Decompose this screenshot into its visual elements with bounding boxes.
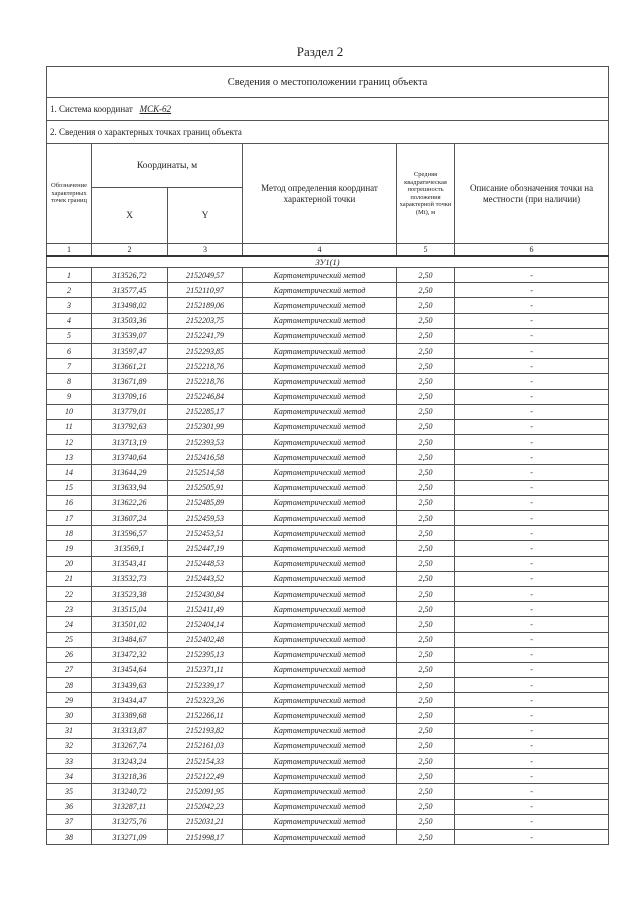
y-coordinate-cell: 2152448,53 [168, 556, 243, 571]
accuracy-cell: 2,50 [397, 693, 455, 708]
y-coordinate-cell: 2152339,17 [168, 678, 243, 693]
point-number-cell: 7 [47, 359, 92, 374]
column-number: 3 [168, 244, 243, 257]
method-cell: Картометрический метод [243, 268, 397, 283]
method-cell: Картометрический метод [243, 829, 397, 844]
table-row [47, 632, 609, 647]
description-cell: - [455, 313, 609, 328]
description-cell: - [455, 298, 609, 313]
method-cell: Картометрический метод [243, 495, 397, 510]
method-cell: Картометрический метод [243, 313, 397, 328]
description-cell: - [455, 389, 609, 404]
description-cell: - [455, 541, 609, 556]
method-cell: Картометрический метод [243, 738, 397, 753]
description-cell: - [455, 268, 609, 283]
description-cell: - [455, 571, 609, 586]
description-cell: - [455, 374, 609, 389]
point-number-cell: 32 [47, 738, 92, 753]
method-cell: Картометрический метод [243, 586, 397, 601]
x-coordinate-cell: 313569,1 [92, 541, 168, 556]
x-coordinate-cell: 313740,64 [92, 450, 168, 465]
header-accuracy: Средняя квадратическая погрешность положения характерной точки (Mt), м [397, 144, 455, 244]
point-number-cell: 23 [47, 602, 92, 617]
x-coordinate-cell: 313543,41 [92, 556, 168, 571]
table-row [47, 617, 609, 632]
header-y: Y [168, 188, 243, 244]
coord-system-row [47, 98, 609, 121]
x-coordinate-cell: 313271,09 [92, 829, 168, 844]
y-coordinate-cell: 2152031,21 [168, 814, 243, 829]
accuracy-cell: 2,50 [397, 404, 455, 419]
accuracy-cell: 2,50 [397, 526, 455, 541]
y-coordinate-cell: 2152189,06 [168, 298, 243, 313]
method-cell: Картометрический метод [243, 556, 397, 571]
header-point-id: Обозначение характерных точек границ [47, 144, 92, 244]
point-number-cell: 27 [47, 662, 92, 677]
method-cell: Картометрический метод [243, 799, 397, 814]
accuracy-cell: 2,50 [397, 571, 455, 586]
point-number-cell: 19 [47, 541, 92, 556]
method-cell: Картометрический метод [243, 647, 397, 662]
column-number: 1 [47, 244, 92, 257]
x-coordinate-cell: 313622,26 [92, 495, 168, 510]
accuracy-cell: 2,50 [397, 313, 455, 328]
table-row [47, 829, 609, 844]
y-coordinate-cell: 2152402,48 [168, 632, 243, 647]
y-coordinate-cell: 2152246,84 [168, 389, 243, 404]
x-coordinate-cell: 313484,67 [92, 632, 168, 647]
y-coordinate-cell: 2152395,13 [168, 647, 243, 662]
method-cell: Картометрический метод [243, 571, 397, 586]
description-cell: - [455, 799, 609, 814]
x-coordinate-cell: 313523,38 [92, 586, 168, 601]
description-cell: - [455, 784, 609, 799]
description-cell: - [455, 556, 609, 571]
point-number-cell: 25 [47, 632, 92, 647]
method-cell: Картометрический метод [243, 419, 397, 434]
table-row [47, 359, 609, 374]
method-cell: Картометрический метод [243, 283, 397, 298]
boundary-table-sheet [46, 66, 608, 845]
y-coordinate-cell: 2152430,84 [168, 586, 243, 601]
y-coordinate-cell: 2152203,75 [168, 313, 243, 328]
description-cell: - [455, 586, 609, 601]
header-method: Метод определения координат характерной точки [243, 144, 397, 244]
accuracy-cell: 2,50 [397, 541, 455, 556]
accuracy-cell: 2,50 [397, 723, 455, 738]
y-coordinate-cell: 2152042,23 [168, 799, 243, 814]
point-number-cell: 36 [47, 799, 92, 814]
accuracy-cell: 2,50 [397, 708, 455, 723]
description-cell: - [455, 328, 609, 343]
point-number-cell: 26 [47, 647, 92, 662]
y-coordinate-cell: 2152443,52 [168, 571, 243, 586]
table-row [47, 389, 609, 404]
point-number-cell: 5 [47, 328, 92, 343]
description-cell: - [455, 814, 609, 829]
x-coordinate-cell: 313287,11 [92, 799, 168, 814]
accuracy-cell: 2,50 [397, 799, 455, 814]
table-row [47, 480, 609, 495]
point-number-cell: 29 [47, 693, 92, 708]
x-coordinate-cell: 313503,36 [92, 313, 168, 328]
point-number-cell: 16 [47, 495, 92, 510]
description-cell: - [455, 602, 609, 617]
method-cell: Картометрический метод [243, 435, 397, 450]
point-number-cell: 37 [47, 814, 92, 829]
accuracy-cell: 2,50 [397, 511, 455, 526]
point-number-cell: 1 [47, 268, 92, 283]
table-row [47, 814, 609, 829]
y-coordinate-cell: 2152154,33 [168, 754, 243, 769]
description-cell: - [455, 723, 609, 738]
table-title: Сведения о местоположении границ объекта [47, 67, 609, 98]
method-cell: Картометрический метод [243, 298, 397, 313]
table-row [47, 769, 609, 784]
x-coordinate-cell: 313539,07 [92, 328, 168, 343]
x-coordinate-cell: 313532,73 [92, 571, 168, 586]
y-coordinate-cell: 2152514,58 [168, 465, 243, 480]
accuracy-cell: 2,50 [397, 602, 455, 617]
x-coordinate-cell: 313439,63 [92, 678, 168, 693]
description-cell: - [455, 662, 609, 677]
accuracy-cell: 2,50 [397, 647, 455, 662]
point-number-cell: 28 [47, 678, 92, 693]
point-number-cell: 34 [47, 769, 92, 784]
table-row [47, 465, 609, 480]
y-coordinate-cell: 2152285,17 [168, 404, 243, 419]
point-number-cell: 30 [47, 708, 92, 723]
x-coordinate-cell: 313607,24 [92, 511, 168, 526]
description-cell: - [455, 435, 609, 450]
y-coordinate-cell: 2152416,58 [168, 450, 243, 465]
table-row [47, 693, 609, 708]
accuracy-cell: 2,50 [397, 754, 455, 769]
table-row [47, 511, 609, 526]
x-coordinate-cell: 313275,76 [92, 814, 168, 829]
x-coordinate-cell: 313498,02 [92, 298, 168, 313]
accuracy-cell: 2,50 [397, 268, 455, 283]
method-cell: Картометрический метод [243, 343, 397, 358]
accuracy-cell: 2,50 [397, 495, 455, 510]
y-coordinate-cell: 2152049,57 [168, 268, 243, 283]
x-coordinate-cell: 313389,68 [92, 708, 168, 723]
table-row [47, 404, 609, 419]
method-cell: Картометрический метод [243, 617, 397, 632]
accuracy-cell: 2,50 [397, 419, 455, 434]
y-coordinate-cell: 2152241,79 [168, 328, 243, 343]
y-coordinate-cell: 2152323,26 [168, 693, 243, 708]
table-row [47, 419, 609, 434]
point-number-cell: 2 [47, 283, 92, 298]
method-cell: Картометрический метод [243, 708, 397, 723]
x-coordinate-cell: 313454,64 [92, 662, 168, 677]
method-cell: Картометрический метод [243, 632, 397, 647]
accuracy-cell: 2,50 [397, 450, 455, 465]
y-coordinate-cell: 2152447,19 [168, 541, 243, 556]
description-cell: - [455, 419, 609, 434]
column-number: 6 [455, 244, 609, 257]
table-row [47, 678, 609, 693]
coord-system-value: МСК-62 [139, 104, 172, 114]
table-row [47, 571, 609, 586]
description-cell: - [455, 647, 609, 662]
point-number-cell: 35 [47, 784, 92, 799]
description-cell: - [455, 632, 609, 647]
point-number-cell: 22 [47, 586, 92, 601]
x-coordinate-cell: 313709,16 [92, 389, 168, 404]
x-coordinate-cell: 313633,94 [92, 480, 168, 495]
y-coordinate-cell: 2152301,99 [168, 419, 243, 434]
description-cell: - [455, 359, 609, 374]
method-cell: Картометрический метод [243, 602, 397, 617]
point-number-cell: 15 [47, 480, 92, 495]
table-row [47, 754, 609, 769]
method-cell: Картометрический метод [243, 769, 397, 784]
group-label: ЗУ1(1) [47, 256, 609, 268]
y-coordinate-cell: 2152122,49 [168, 769, 243, 784]
point-number-cell: 17 [47, 511, 92, 526]
boundary-table [46, 66, 609, 845]
y-coordinate-cell: 2152453,51 [168, 526, 243, 541]
method-cell: Картометрический метод [243, 693, 397, 708]
x-coordinate-cell: 313713,19 [92, 435, 168, 450]
table-row [47, 450, 609, 465]
point-number-cell: 20 [47, 556, 92, 571]
coord-system-label: 1. Система координат [50, 104, 133, 114]
method-cell: Картометрический метод [243, 784, 397, 799]
x-coordinate-cell: 313243,24 [92, 754, 168, 769]
accuracy-cell: 2,50 [397, 662, 455, 677]
accuracy-cell: 2,50 [397, 298, 455, 313]
y-coordinate-cell: 2152505,91 [168, 480, 243, 495]
description-cell: - [455, 495, 609, 510]
x-coordinate-cell: 313472,32 [92, 647, 168, 662]
description-cell: - [455, 708, 609, 723]
description-cell: - [455, 769, 609, 784]
table-row [47, 723, 609, 738]
accuracy-cell: 2,50 [397, 343, 455, 358]
description-cell: - [455, 678, 609, 693]
description-cell: - [455, 480, 609, 495]
accuracy-cell: 2,50 [397, 769, 455, 784]
method-cell: Картометрический метод [243, 541, 397, 556]
x-coordinate-cell: 313313,87 [92, 723, 168, 738]
method-cell: Картометрический метод [243, 374, 397, 389]
x-coordinate-cell: 313267,74 [92, 738, 168, 753]
x-coordinate-cell: 313526,72 [92, 268, 168, 283]
method-cell: Картометрический метод [243, 526, 397, 541]
accuracy-cell: 2,50 [397, 389, 455, 404]
y-coordinate-cell: 2152485,89 [168, 495, 243, 510]
accuracy-cell: 2,50 [397, 359, 455, 374]
x-coordinate-cell: 313515,04 [92, 602, 168, 617]
accuracy-cell: 2,50 [397, 632, 455, 647]
y-coordinate-cell: 2152218,76 [168, 374, 243, 389]
description-cell: - [455, 617, 609, 632]
method-cell: Картометрический метод [243, 450, 397, 465]
y-coordinate-cell: 2152293,85 [168, 343, 243, 358]
method-cell: Картометрический метод [243, 389, 397, 404]
method-cell: Картометрический метод [243, 662, 397, 677]
table-row [47, 541, 609, 556]
y-coordinate-cell: 2152193,82 [168, 723, 243, 738]
accuracy-cell: 2,50 [397, 617, 455, 632]
y-coordinate-cell: 2152161,03 [168, 738, 243, 753]
y-coordinate-cell: 2151998,17 [168, 829, 243, 844]
x-coordinate-cell: 313792,63 [92, 419, 168, 434]
point-number-cell: 6 [47, 343, 92, 358]
point-number-cell: 12 [47, 435, 92, 450]
y-coordinate-cell: 2152459,53 [168, 511, 243, 526]
point-number-cell: 4 [47, 313, 92, 328]
table-row [47, 343, 609, 358]
table-row [47, 556, 609, 571]
table-row [47, 602, 609, 617]
table-row [47, 586, 609, 601]
y-coordinate-cell: 2152393,53 [168, 435, 243, 450]
column-number: 5 [397, 244, 455, 257]
description-cell: - [455, 526, 609, 541]
point-number-cell: 24 [47, 617, 92, 632]
accuracy-cell: 2,50 [397, 814, 455, 829]
accuracy-cell: 2,50 [397, 435, 455, 450]
point-number-cell: 33 [47, 754, 92, 769]
x-coordinate-cell: 313240,72 [92, 784, 168, 799]
point-number-cell: 3 [47, 298, 92, 313]
table-row [47, 647, 609, 662]
point-number-cell: 18 [47, 526, 92, 541]
accuracy-cell: 2,50 [397, 556, 455, 571]
accuracy-cell: 2,50 [397, 465, 455, 480]
x-coordinate-cell: 313434,47 [92, 693, 168, 708]
column-number: 4 [243, 244, 397, 257]
point-number-cell: 31 [47, 723, 92, 738]
accuracy-cell: 2,50 [397, 829, 455, 844]
x-coordinate-cell: 313644,29 [92, 465, 168, 480]
method-cell: Картометрический метод [243, 814, 397, 829]
y-coordinate-cell: 2152218,76 [168, 359, 243, 374]
method-cell: Картометрический метод [243, 723, 397, 738]
method-cell: Картометрический метод [243, 754, 397, 769]
x-coordinate-cell: 313779,01 [92, 404, 168, 419]
accuracy-cell: 2,50 [397, 328, 455, 343]
table-row [47, 298, 609, 313]
points-heading: 2. Сведения о характерных точках границ объекта [47, 121, 609, 144]
description-cell: - [455, 283, 609, 298]
method-cell: Картометрический метод [243, 465, 397, 480]
x-coordinate-cell: 313577,45 [92, 283, 168, 298]
header-description: Описание обозначения точки на местности (при наличии) [455, 144, 609, 244]
accuracy-cell: 2,50 [397, 738, 455, 753]
description-cell: - [455, 465, 609, 480]
description-cell: - [455, 343, 609, 358]
method-cell: Картометрический метод [243, 328, 397, 343]
table-row [47, 738, 609, 753]
x-coordinate-cell: 313501,02 [92, 617, 168, 632]
description-cell: - [455, 754, 609, 769]
x-coordinate-cell: 313597,47 [92, 343, 168, 358]
x-coordinate-cell: 313671,89 [92, 374, 168, 389]
description-cell: - [455, 693, 609, 708]
method-cell: Картометрический метод [243, 480, 397, 495]
y-coordinate-cell: 2152266,11 [168, 708, 243, 723]
y-coordinate-cell: 2152371,11 [168, 662, 243, 677]
point-number-cell: 8 [47, 374, 92, 389]
table-row [47, 708, 609, 723]
header-coords: Координаты, м [92, 144, 243, 188]
accuracy-cell: 2,50 [397, 480, 455, 495]
y-coordinate-cell: 2152411,49 [168, 602, 243, 617]
point-number-cell: 11 [47, 419, 92, 434]
x-coordinate-cell: 313596,57 [92, 526, 168, 541]
header-x: X [92, 188, 168, 244]
y-coordinate-cell: 2152091,95 [168, 784, 243, 799]
column-numbers-row [47, 244, 609, 257]
accuracy-cell: 2,50 [397, 784, 455, 799]
page-title: Раздел 2 [296, 44, 344, 59]
table-row [47, 662, 609, 677]
table-row [47, 526, 609, 541]
method-cell: Картометрический метод [243, 359, 397, 374]
table-row [47, 495, 609, 510]
point-number-cell: 38 [47, 829, 92, 844]
table-row [47, 784, 609, 799]
point-number-cell: 14 [47, 465, 92, 480]
point-number-cell: 21 [47, 571, 92, 586]
accuracy-cell: 2,50 [397, 283, 455, 298]
table-row [47, 435, 609, 450]
method-cell: Картометрический метод [243, 511, 397, 526]
x-coordinate-cell: 313218,36 [92, 769, 168, 784]
description-cell: - [455, 404, 609, 419]
point-number-cell: 10 [47, 404, 92, 419]
description-cell: - [455, 511, 609, 526]
description-cell: - [455, 829, 609, 844]
y-coordinate-cell: 2152110,97 [168, 283, 243, 298]
table-row [47, 799, 609, 814]
description-cell: - [455, 738, 609, 753]
y-coordinate-cell: 2152404,14 [168, 617, 243, 632]
method-cell: Картометрический метод [243, 404, 397, 419]
table-row [47, 283, 609, 298]
point-number-cell: 13 [47, 450, 92, 465]
method-cell: Картометрический метод [243, 678, 397, 693]
point-number-cell: 9 [47, 389, 92, 404]
accuracy-cell: 2,50 [397, 374, 455, 389]
table-row [47, 374, 609, 389]
column-number: 2 [92, 244, 168, 257]
table-row [47, 328, 609, 343]
accuracy-cell: 2,50 [397, 678, 455, 693]
accuracy-cell: 2,50 [397, 586, 455, 601]
description-cell: - [455, 450, 609, 465]
table-row [47, 268, 609, 283]
x-coordinate-cell: 313661,21 [92, 359, 168, 374]
table-row [47, 313, 609, 328]
